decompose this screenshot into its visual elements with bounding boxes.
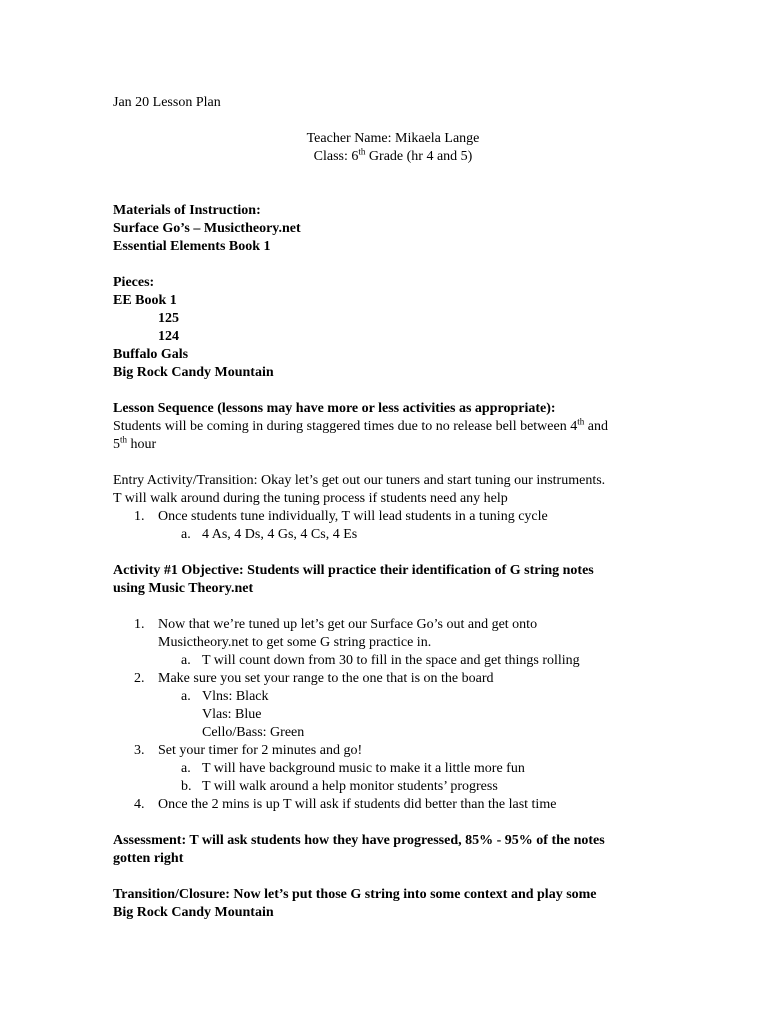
entry-list (113, 508, 673, 544)
material-item: Essential Elements Book 1 (113, 239, 271, 254)
sub-list-text: Vlas: Blue (202, 707, 262, 722)
list-item-text: Set your timer for 2 minutes and go! (158, 743, 363, 758)
list-item-text: Once the 2 mins is up T will ask if students did better than the last time (158, 797, 557, 812)
pieces-book: EE Book 1 (113, 293, 177, 308)
sub-list-text: 4 As, 4 Ds, 4 Gs, 4 Cs, 4 Es (202, 527, 358, 542)
sub-list-item (113, 526, 673, 544)
class-superscript: th (358, 146, 366, 157)
list-item-text: Once students tune individually, T will lead students in a tuning cycle (158, 509, 548, 524)
transition-line: Big Rock Candy Mountain (113, 905, 274, 920)
spacer (113, 814, 673, 832)
class-suffix: Grade (hr 4 and 5) (365, 149, 473, 164)
list-item-text: Now that we’re tuned up let’s get our Surface Go’s out and get onto (158, 617, 538, 632)
list-item (113, 742, 673, 760)
sequence-superscript: th (577, 416, 585, 427)
list-number: 1. (134, 509, 145, 524)
class-line (113, 148, 673, 166)
list-item (113, 508, 673, 526)
materials-heading: Materials of Instruction: (113, 203, 261, 218)
sequence-heading: Lesson Sequence (lessons may have more or less activities as appropriate): (113, 401, 556, 416)
sub-list-text: T will have background music to make it a little more fun (202, 761, 525, 776)
list-letter: a. (181, 527, 191, 542)
list-item (113, 616, 673, 652)
sub-list-item (113, 688, 673, 742)
document-title: Jan 20 Lesson Plan (113, 95, 221, 110)
list-number: 4. (134, 797, 145, 812)
list-letter: a. (181, 761, 191, 776)
spacer (113, 454, 673, 472)
list-item (113, 670, 673, 688)
sequence-superscript: th (120, 434, 128, 445)
spacer (113, 868, 673, 886)
sequence-text: 5 (113, 437, 120, 452)
entry-activity-line: T will walk around during the tuning process if students need any help (113, 491, 508, 506)
spacer (113, 256, 673, 274)
sub-list-item (113, 652, 673, 670)
list-letter: a. (181, 653, 191, 668)
sequence-text: and (584, 419, 608, 434)
class-prefix: Class: 6 (313, 149, 359, 164)
sub-list-item (113, 778, 673, 796)
activity-heading: using Music Theory.net (113, 581, 254, 596)
sequence-text: hour (127, 437, 157, 452)
list-letter: b. (181, 779, 192, 794)
piece-title: Buffalo Gals (113, 347, 189, 362)
sub-list-text: T will walk around a help monitor students’ progress (202, 779, 498, 794)
list-number: 1. (134, 617, 145, 632)
spacer (113, 112, 673, 130)
sub-list-text: Vlns: Black (202, 689, 269, 704)
pieces-heading: Pieces: (113, 275, 155, 290)
sub-list-text: T will count down from 30 to fill in the space and get things rolling (202, 653, 580, 668)
activity-list (113, 616, 673, 814)
teacher-name: Teacher Name: Mikaela Lange (306, 131, 480, 146)
material-item: Surface Go’s – Musictheory.net (113, 221, 301, 236)
list-number: 2. (134, 671, 145, 686)
spacer (113, 598, 673, 616)
spacer (113, 184, 673, 202)
transition-line: Transition/Closure: Now let’s put those G string into some context and play some (113, 887, 597, 902)
list-item-text: Make sure you set your range to the one that is on the board (158, 671, 494, 686)
entry-activity-line: Entry Activity/Transition: Okay let’s get out our tuners and start tuning our instruments. (113, 473, 606, 488)
spacer (113, 382, 673, 400)
list-item-text: Musictheory.net to get some G string practice in. (158, 635, 432, 650)
spacer (113, 166, 673, 184)
piece-number: 125 (158, 311, 179, 326)
sequence-text-line-1 (113, 418, 673, 436)
sub-list-text: Cello/Bass: Green (202, 725, 305, 740)
list-number: 3. (134, 743, 145, 758)
piece-number: 124 (158, 329, 179, 344)
spacer (113, 544, 673, 562)
sub-list-item (113, 760, 673, 778)
lesson-plan-page (113, 94, 673, 922)
assessment-line: Assessment: T will ask students how they have progressed, 85% - 95% of the notes (113, 833, 605, 848)
list-item (113, 796, 673, 814)
sequence-text-line-2 (113, 436, 673, 454)
sequence-text: Students will be coming in during staggered times due to no release bell between 4 (113, 419, 578, 434)
list-letter: a. (181, 689, 191, 704)
activity-heading: Activity #1 Objective: Students will practice their identification of G string notes (113, 563, 594, 578)
assessment-line: gotten right (113, 851, 184, 866)
piece-title: Big Rock Candy Mountain (113, 365, 274, 380)
